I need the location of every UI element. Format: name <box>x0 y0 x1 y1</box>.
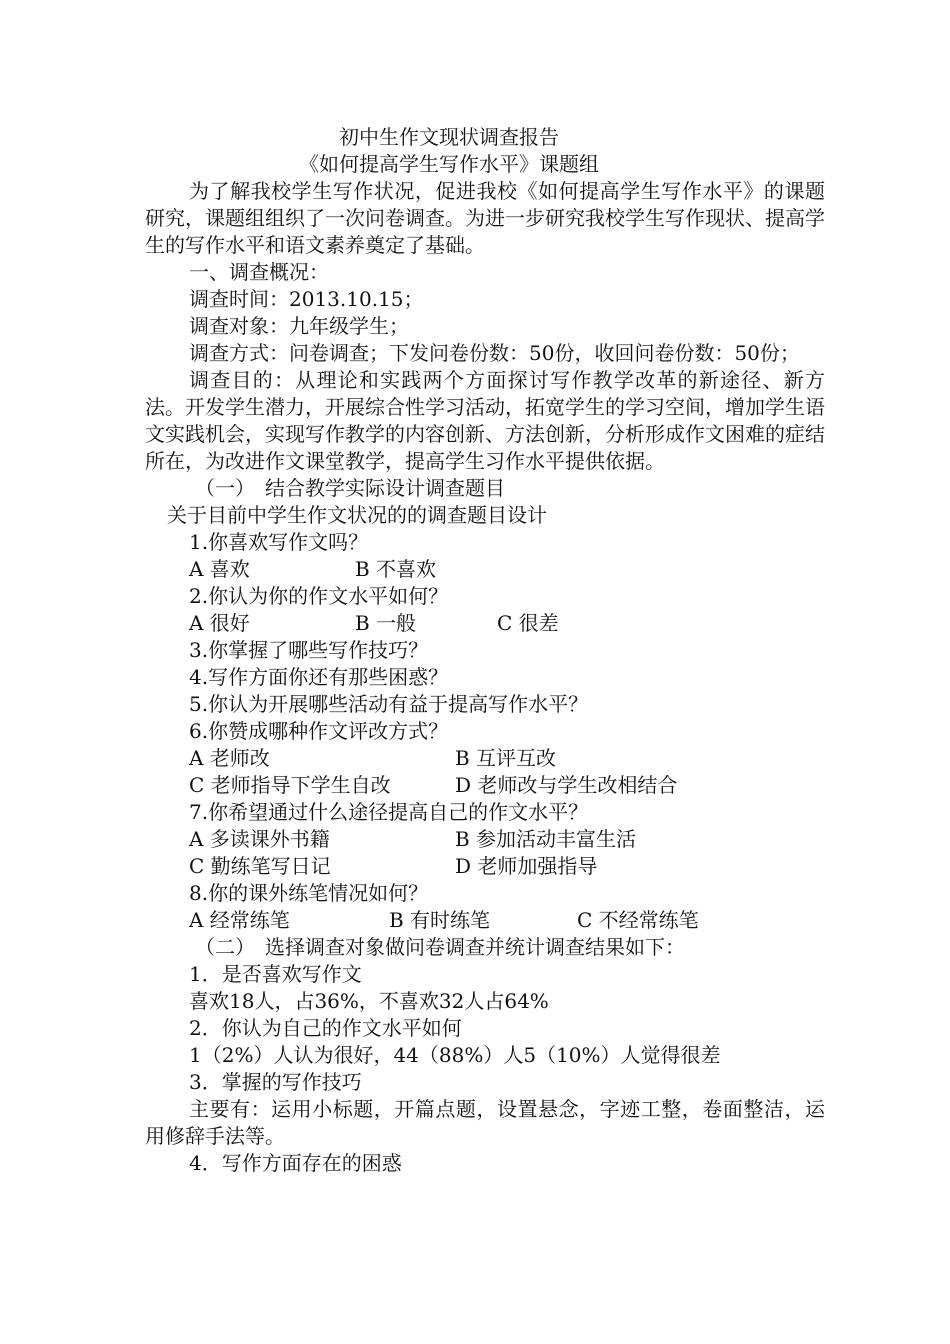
option: D 老师改与学生改相结合 <box>455 773 678 797</box>
part2-heading: （二） 选择调查对象做问卷调查并统计调查结果如下： <box>195 935 685 959</box>
result-3-text: 主要有：运用小标题，开篇点题，设置悬念，字迹工整，卷面整洁，运用修辞手法等。 <box>145 1097 825 1148</box>
option: C 很差 <box>497 611 559 635</box>
survey-time: 调查时间：2013.10.15； <box>189 287 424 311</box>
survey-method: 调查方式：问卷调查；下发问卷份数：50份，收回问卷份数：50份； <box>189 341 800 365</box>
option: A 很好 <box>189 611 250 635</box>
question-8: 8.你的课外练笔情况如何？ <box>189 881 429 905</box>
option: C 老师指导下学生自改 <box>189 773 391 797</box>
question-1-options <box>145 556 825 583</box>
part1-heading: （一） 结合教学实际设计调查题目 <box>195 476 505 500</box>
option: C 勤练笔写日记 <box>189 854 331 878</box>
document-page <box>145 124 825 1177</box>
option: D 老师加强指导 <box>455 854 598 878</box>
option: A 喜欢 <box>189 557 250 581</box>
survey-purpose: 调查目的：从理论和实践两个方面探讨写作教学改革的新途径、新方法。开发学生潜力，开展综合性学习活动，拓宽学生的学习空间，增加学生语文实践机会，实现写作教学的内容创新、方法创新，分析形成作文困难的症结所在，为改进作文课堂教学，提高学生习作水平提供依据。 <box>145 368 825 473</box>
report-title: 初中生作文现状调查报告 <box>339 125 559 149</box>
question-6: 6.你赞成哪种作文评改方式？ <box>189 719 449 743</box>
result-1-text: 喜欢18人，占36%，不喜欢32人占64% <box>189 989 549 1013</box>
question-4: 4.写作方面你还有那些困惑？ <box>189 665 449 689</box>
question-7-options-row2 <box>145 853 825 880</box>
question-2: 2.你认为你的作文水平如何？ <box>189 584 449 608</box>
survey-target: 调查对象：九年级学生； <box>189 314 409 338</box>
question-3: 3.你掌握了哪些写作技巧？ <box>189 638 429 662</box>
option: A 老师改 <box>189 746 270 770</box>
option: B 参加活动丰富生活 <box>455 827 637 851</box>
result-1-heading: 1．是否喜欢写作文 <box>189 962 362 986</box>
result-4-heading: 4．写作方面存在的困惑 <box>189 1151 402 1175</box>
option: A 多读课外书籍 <box>189 827 330 851</box>
option: B 不喜欢 <box>355 557 437 581</box>
part1-subheading: 关于目前中学生作文状况的的调查题目设计 <box>167 503 547 527</box>
option: B 互评互改 <box>455 746 557 770</box>
result-2-text: 1（2%）人认为很好，44（88%）人5（10%）人觉得很差 <box>189 1043 721 1067</box>
question-2-options <box>145 610 825 637</box>
question-7: 7.你希望通过什么途径提高自己的作文水平？ <box>189 800 589 824</box>
question-8-options <box>145 907 825 934</box>
intro-paragraph: 为了解我校学生写作状况，促进我校《如何提高学生写作水平》的课题研究，课题组组织了一次问卷调查。为进一步研究我校学生写作现状、提高学生的写作水平和语文素养奠定了基础。 <box>145 179 825 257</box>
option: A 经常练笔 <box>189 908 290 932</box>
option: B 有时练笔 <box>389 908 491 932</box>
question-6-options-row1 <box>145 745 825 772</box>
question-6-options-row2 <box>145 772 825 799</box>
result-3-heading: 3．掌握的写作技巧 <box>189 1070 362 1094</box>
question-7-options-row1 <box>145 826 825 853</box>
option: B 一般 <box>355 611 417 635</box>
option: C 不经常练笔 <box>577 908 699 932</box>
result-2-heading: 2．你认为自己的作文水平如何 <box>189 1016 462 1040</box>
question-5: 5.你认为开展哪些活动有益于提高写作水平？ <box>189 692 589 716</box>
section1-heading: 一、调查概况： <box>189 260 329 284</box>
report-subtitle: 《如何提高学生写作水平》课题组 <box>299 152 599 176</box>
question-1: 1.你喜欢写作文吗？ <box>189 530 369 554</box>
